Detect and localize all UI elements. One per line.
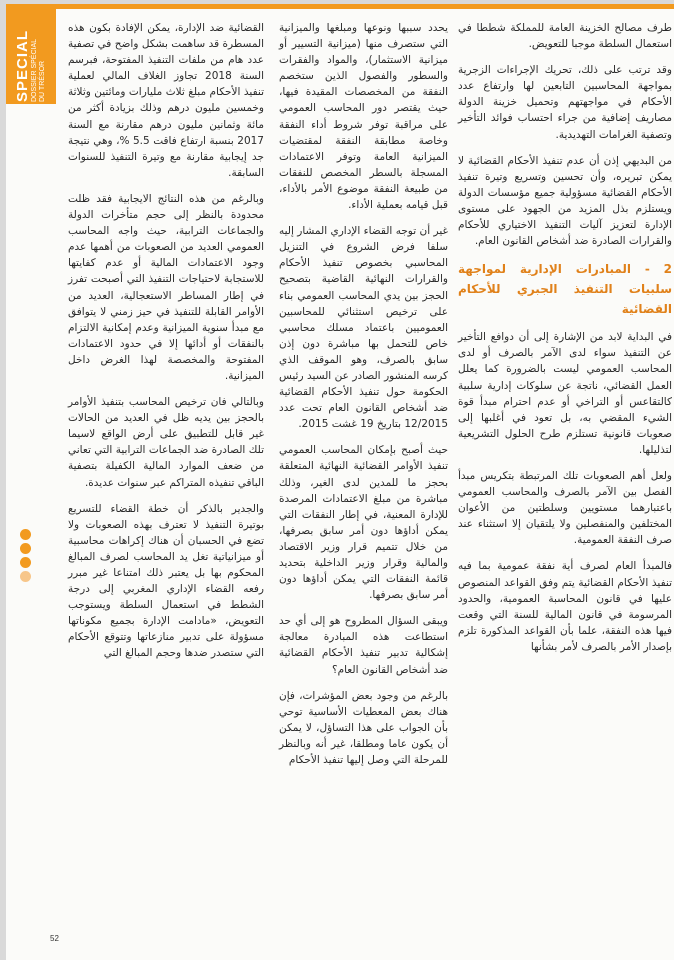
section-label: SPECIAL — [14, 29, 31, 102]
paragraph: طرف مصالح الخزينة العامة للمملكة شططا في استعمال السلطة موجبا للتعويض. — [458, 22, 672, 51]
paragraph: في البداية لابد من الإشارة إلى أن دوافع التأخير عن التنفيذ سواء لدى الآمر بالصرف أو لدى المحاسب العمومي ليست بالضرورة كما يعلل العمل القضائي، ناتجة عن سلوكات إدارية سلبية كالتقاعس أو التراخي أو عدم احترام مبدأ قوة الشيء المقضي به، بل تعود في أغلبها إلى صعوبات قانونية تستلزم طرح الحلول التشريعية لتذليلها. — [458, 331, 672, 456]
paragraph: فالمبدأ العام لصرف أية نفقة عمومية بما فيه تنفيذ الأحكام القضائية يتم وفق القواعد المنصوص عليها في قانون المحاسبة العمومية، والحدود المرسومة في قانون المالية للسنة التي وقعت فيها هذه النفقة، علما بأن القواعد المذكورة تلزم بإصدار الأمر بالصرف لأمر بشأنها — [458, 560, 672, 653]
column-right — [458, 20, 672, 665]
magazine-page — [6, 4, 674, 960]
dot-icon — [20, 557, 31, 568]
section-sublabel-2: DU TRÉSOR — [39, 60, 46, 102]
paragraph: وقد ترتب على ذلك، تحريك الإجراءات الزجرية بمواجهة المحاسبين التابعين لها وارتفاع عدد الأحكام في مواجهتهم وتحميل خزينة الدولة مصاريف إضافية من جراء احتساب فوائد التأخير وتصفية الغرامات التهديدية. — [458, 64, 672, 141]
paragraph: غير أن توجه القضاء الإداري المشار إليه سلفا فرض الشروع في التنزيل المحاسبي بخصوص تنفيذ الأحكام والقرارات النهائية القاضية بتصحيح الحجز بين يدي المحاسب العمومي بناء على ترخيص استثنائي للمحاسبين العموميين باعتماد مسلك محاسبي خاص للتحمل بها مباشرة دون إذن سابق بالصرف، وهو الموقف الذي كرسه المنشور الصادر عن السيد رئيس الحكومة حول تنفيذ الأحكام القضائية ضد أشخاص القانون العام تحت عدد 12/2015 بتاريخ 19 غشت 2015. — [279, 225, 448, 431]
paragraph: وبالتالي فان ترخيص المحاسب بتنفيذ الأوامر بالحجز بين يديه ظل في العديد من الحالات غير قابل للتطبيق على أرض الواقع لاسيما تلك الصادرة ضد الجماعات الترابية التي تعاني من ضعف الموارد المالية الكفيلة بتصفية الباقي تنفيذه المتراكم عبر سنوات عديدة. — [68, 396, 264, 489]
paragraph: من البديهي إذن أن عدم تنفيذ الأحكام القضائية لا يمكن تبريره، وأن تحسين وتسريع وتيرة تنفيذ الأحكام القضائية مسؤولية جميع مؤسسات الدولة ويستلزم بذل المزيد من الجهود على مستوى الإدارة لتعزيز آليات التنفيذ الاختياري للأحكام والقرارات الصادرة ضد أشخاص القانون العام. — [458, 154, 672, 248]
section-heading: 2 - المبادرات الإدارية لمواجهة سلبيات التنفيذ الجبري للأحكام القضائية — [458, 262, 672, 317]
paragraph: بالرغم من وجود بعض المؤشرات، فإن هناك بعض المعطيات الأساسية توحي بأن الجواب على هذا التساؤل، لا يمكن أن يكون عاما ومطلقا، غير أنه وبالنظر للمرحلة التي وصل إليها تنفيذ الأحكام — [279, 689, 448, 767]
dot-icon — [20, 529, 31, 540]
paragraph: وبالرغم من هذه النتائج الايجابية فقد ظلت محدودة بالنظر إلى حجم متأخرات الدولة والجماعات الترابية، حيث واجه المحاسب العمومي العديد من الصعوبات من أهمها عدم وجود الاعتمادات المالية أو عدم كفايتها للاستجابة لاحتياجات التنفيذ التي أصبحت تفرز في إطار المساطر الاستعجالية، العديد من الأوامر القابلة للتنفيذ في حيز زمني لا يتوافق مع مبدأ سنوية الميزانية وعدم إمكانية الالتزام بالنفقات أو أدائها إلا في حدود الاعتمادات المفتوحة والمخصصة لهذا الغرض داخل الميزانية. — [68, 192, 264, 382]
decorative-dots — [20, 529, 31, 582]
paragraph: ويبقى السؤال المطروح هو إلى أي حد استطاعت هذه المبادرة معالجة إشكالية تدبير تنفيذ الأحكام القضائية ضد أشخاص القانون العام؟ — [279, 615, 448, 676]
column-left — [68, 20, 264, 672]
paragraph: يحدد سببها ونوعها ومبلغها والميزانية التي ستصرف منها (ميزانية التسيير أو ميزانية الاستثمار)، والمواد والفقرات والسطور والفصول الذين ستخصم النفقة من المخصصات المقيدة فيها، حيث يقتصر دور المحاسب العمومي على مراقبة توفر شروط أداء النفقة وخاصة مطابقة النفقة لمقتضيات الميزانية العامة وتوفر الاعتمادات المسجلة بالسطر المخصص للنفقات من طبيعة النفقة موضوع الأمر بالأداء، قبل قيامه بعملية الأداء. — [279, 22, 448, 212]
dot-icon — [20, 571, 31, 582]
paragraph: ولعل أهم الصعوبات تلك المرتبطة بتكريس مبدأ الفصل بين الآمر بالصرف والمحاسب العمومي باعتبارهما مستويين وسلطتين من الأعوان المختلفين والمنفصلين ولا يلتقيان إلا استثناء عند صرف النفقة العمومية. — [458, 469, 672, 547]
paragraph: القضائية ضد الإدارة، يمكن الإفادة بكون هذه المسطرة قد ساهمت بشكل واضح في تصفية عدد هام من ملفات التنفيذ المفتوحة، فبرسم السنة 2018 تجاوز الغلاف المالي لعملية تنفيذ الأحكام مبلغ ثلاث مليارات ومائتين وثلاثة وخمسين مليون درهم وذلك بزيادة أكثر من مائة وثمانين مليون درهم مقارنة مع السنة 2017 بنسبة ارتفاع فاقت 5.5 %، وهي نتيجة جد إيجابية مقارنة مع وتيرة التنفيذ للسنوات السابقة. — [68, 22, 264, 179]
paragraph: والجدير بالذكر أن خطة القضاء للتسريع بوتيرة التنفيذ لا تعترف بهذه الصعوبات ولا تضع في الحسبان أن هناك إكراهات محاسبية أو ميزانياتية تغل يد المحاسب لصرف المبالغ المحكوم بها بل يعتبر ذلك امتناعا غير مبرر رفعه القضاء الإداري المغربي إلى درجة الشطط في استعمال السلطة ويستوجب التعويض، «مادامت الإدارة بجميع مكوناتها مسؤولة على تدبير منازعاتها وتتوقع الأحكام التي ستصدر ضدها وحجم المبالغ التي — [68, 502, 264, 660]
dot-icon — [20, 543, 31, 554]
column-middle — [279, 20, 448, 778]
top-accent-bar — [6, 4, 674, 9]
paragraph: حيث أصبح بإمكان المحاسب العمومي تنفيذ الأوامر القضائية النهائية المتعلقة بحجز ما للمدين لدى الغير، وذلك مباشرة من مبلغ الاعتمادات المرصدة للإدارة المعنية، في إطار النفقات التي يمكن أداؤها دون أمر سابق بصرفها، من خلال تتميم قرار وزير الاقتصاد والمالية وقرار وزير الداخلية بتحديد قائمة النفقات التي يمكن أداؤها دون أمر سابق بصرفها. — [279, 444, 448, 602]
section-sublabel-1: DOSSIER SPÉCIAL — [31, 38, 38, 102]
section-tab — [6, 4, 56, 104]
page-number: 52 — [50, 934, 59, 943]
